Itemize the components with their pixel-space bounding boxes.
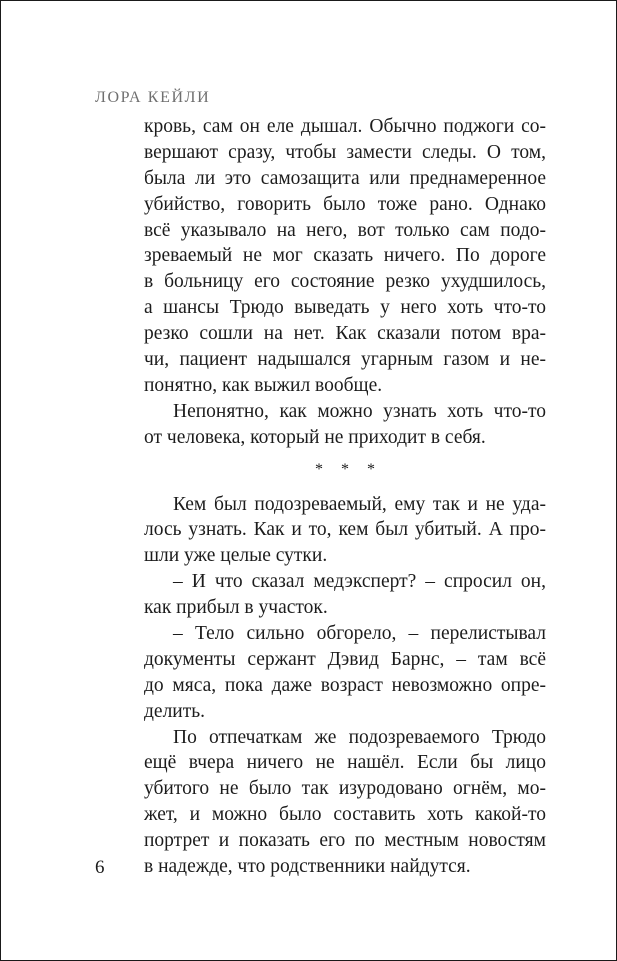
text-line: документы сержант Дэвид Барнс, – там всё bbox=[144, 648, 546, 670]
text-line: лось узнать. Как и то, кем был убитый. А про- bbox=[144, 519, 546, 541]
text-line: до мяса, пока даже возраст невозможно опре- bbox=[144, 674, 546, 696]
text-line: резко сошли на нет. Как сказали потом вра- bbox=[144, 323, 546, 345]
text-line: – И что сказал медэксперт? – спросил он, bbox=[173, 571, 546, 593]
text-line: от человека, который не приходит в себя. bbox=[144, 426, 486, 448]
page-number: 6 bbox=[95, 857, 105, 878]
text-line: Кем был подозреваемый, ему так и не уда- bbox=[173, 493, 546, 515]
text-line: чи, пациент надышался угарным газом и не- bbox=[144, 349, 546, 371]
text-line: понятно, как выжил вообще. bbox=[144, 374, 383, 396]
text-line: зреваемый не мог сказать ничего. По дороге bbox=[144, 245, 546, 267]
body-text bbox=[144, 114, 546, 880]
text-line: всё указывало на него, вот только сам подо- bbox=[144, 219, 546, 241]
text-line: портрет и показать его по местным новостям bbox=[144, 830, 546, 852]
text-line: как прибыл в участок. bbox=[144, 597, 328, 619]
text-line: ещё вчера ничего не нашёл. Если бы лицо bbox=[144, 752, 546, 774]
text-line: в больницу его состояние резко ухудшилось, bbox=[144, 271, 546, 293]
text-line: а шансы Трюдо выведать у него хоть что-то bbox=[144, 297, 546, 319]
text-line: была ли это самозащита или преднамеренное bbox=[144, 167, 546, 189]
text-line: жет, и можно было составить хоть какой-то bbox=[144, 804, 546, 826]
section-separator: * * * bbox=[315, 460, 382, 478]
text-line: шли уже целые сутки. bbox=[144, 545, 328, 567]
text-line: вершают сразу, чтобы замести следы. О том, bbox=[144, 141, 546, 163]
text-line: в надежде, что родственники найдутся. bbox=[144, 856, 471, 878]
text-line: Непонятно, как можно узнать хоть что-то bbox=[173, 400, 546, 422]
text-line: кровь, сам он еле дышал. Обычно поджоги со- bbox=[144, 116, 546, 137]
text-line: убийство, говорить было тоже рано. Однако bbox=[144, 193, 546, 215]
running-head: ЛОРА КЕЙЛИ bbox=[95, 89, 211, 106]
text-line: делить. bbox=[144, 700, 206, 722]
text-line: По отпечаткам же подозреваемого Трюдо bbox=[173, 726, 546, 748]
text-line: убитого не было так изуродовано огнём, мо- bbox=[144, 778, 546, 800]
text-line: – Тело сильно обгорело, – перелистывал bbox=[173, 623, 546, 645]
